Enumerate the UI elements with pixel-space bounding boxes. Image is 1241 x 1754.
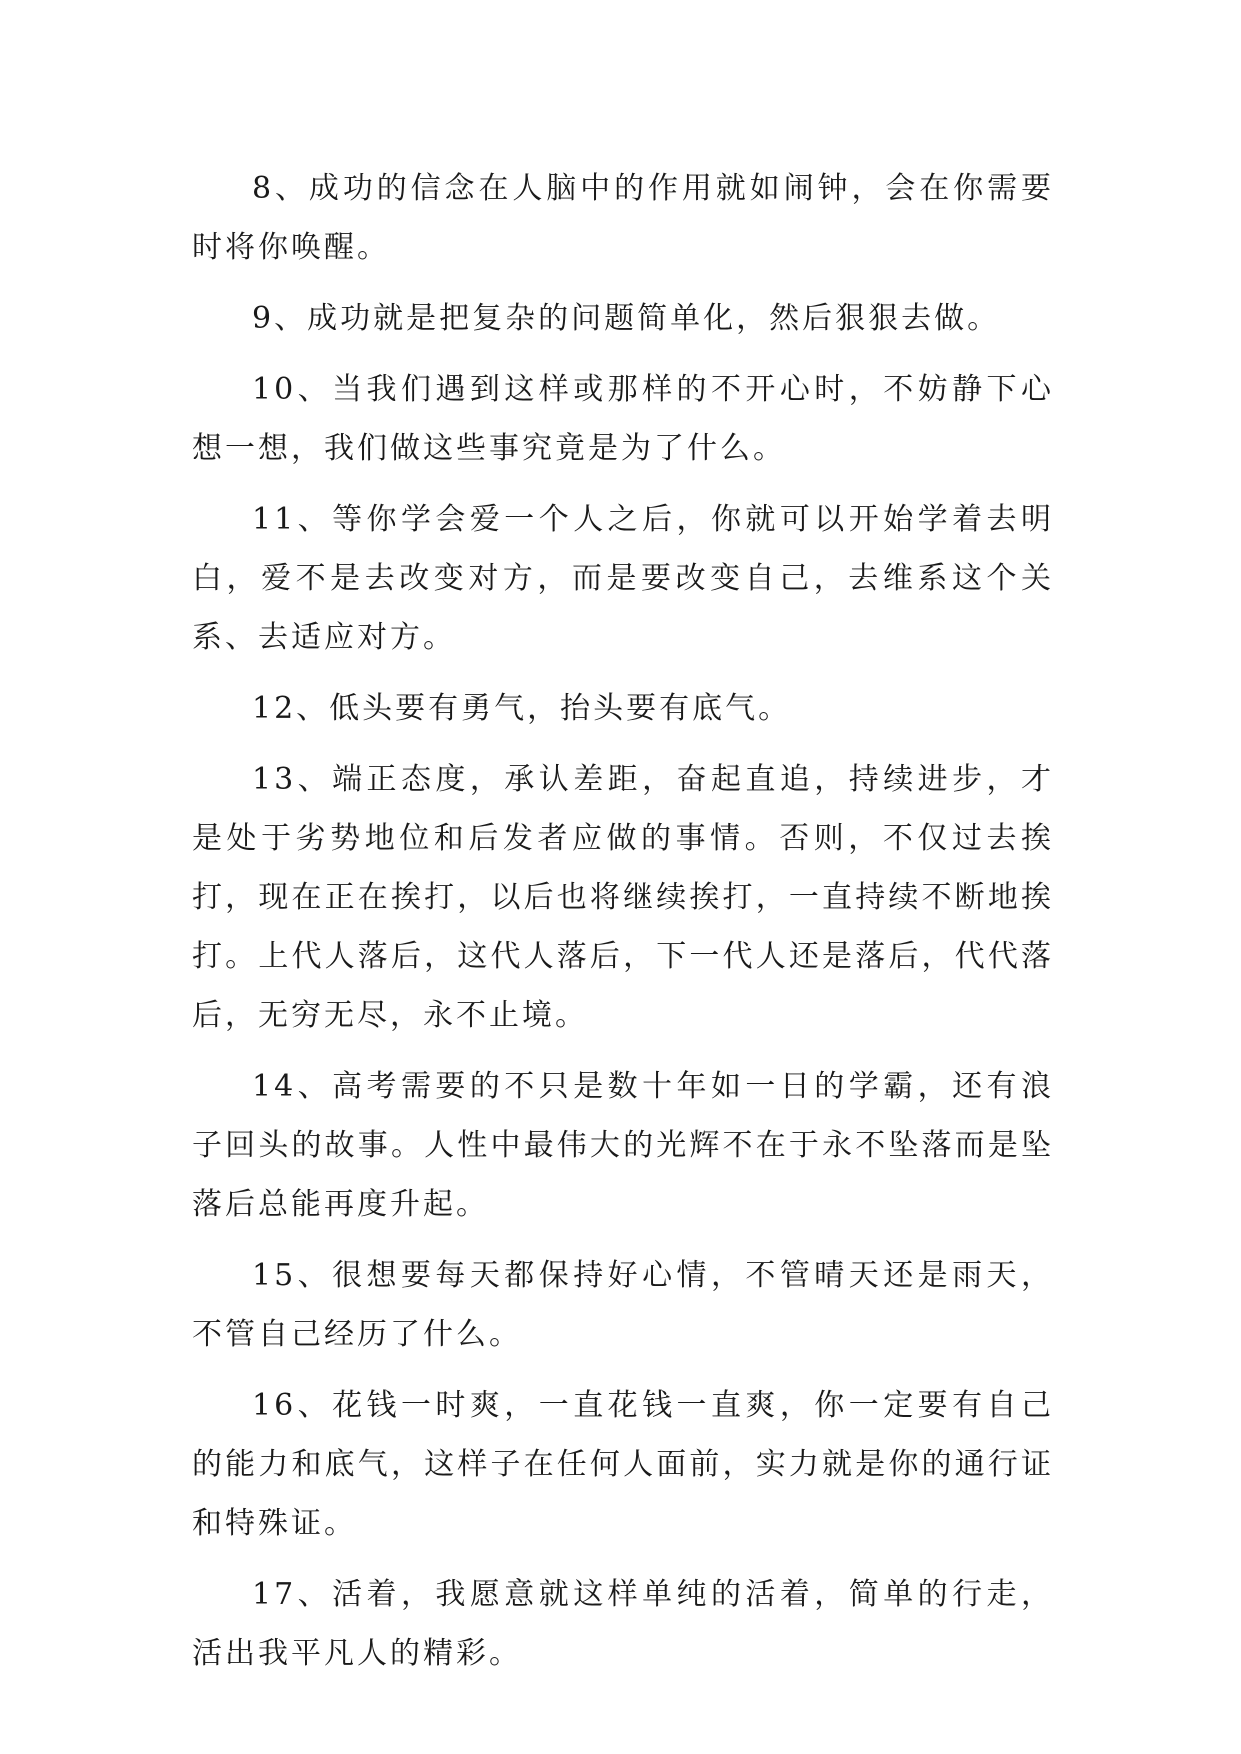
document-body [192, 159, 1054, 1695]
paragraph-item-10: 10、当我们遇到这样或那样的不开心时，不妨静下心想一想，我们做这些事究竟是为了什么。 [192, 372, 1054, 466]
paragraph-item-8: 8、成功的信念在人脑中的作用就如闹钟，会在你需要时将你唤醒。 [192, 171, 1054, 265]
paragraph-item-16: 16、花钱一时爽，一直花钱一直爽，你一定要有自己的能力和底气，这样子在任何人面前，实力就是你的通行证和特殊证。 [192, 1388, 1054, 1541]
paragraph-item-17: 17、活着，我愿意就这样单纯的活着，简单的行走，活出我平凡人的精彩。 [192, 1577, 1054, 1671]
paragraph-item-11: 11、等你学会爱一个人之后，你就可以开始学着去明白，爱不是去改变对方，而是要改变自己，去维系这个关系、去适应对方。 [192, 502, 1054, 655]
paragraph-item-12: 12、低头要有勇气，抬头要有底气。 [252, 691, 792, 726]
paragraph-item-13: 13、端正态度，承认差距，奋起直追，持续进步，才是处于劣势地位和后发者应做的事情。否则，不仅过去挨打，现在正在挨打，以后也将继续挨打，一直持续不断地挨打。上代人落后，这代人落后，下一代人还是落后，代代落后，无穷无尽，永不止境。 [192, 762, 1054, 1033]
paragraph-item-9: 9、成功就是把复杂的问题简单化，然后狠狠去做。 [252, 301, 1001, 336]
paragraph-item-14: 14、高考需要的不只是数十年如一日的学霸，还有浪子回头的故事。人性中最伟大的光辉不在于永不坠落而是坠落后总能再度升起。 [192, 1069, 1054, 1222]
paragraph-item-15: 15、很想要每天都保持好心情，不管晴天还是雨天，不管自己经历了什么。 [192, 1258, 1054, 1352]
